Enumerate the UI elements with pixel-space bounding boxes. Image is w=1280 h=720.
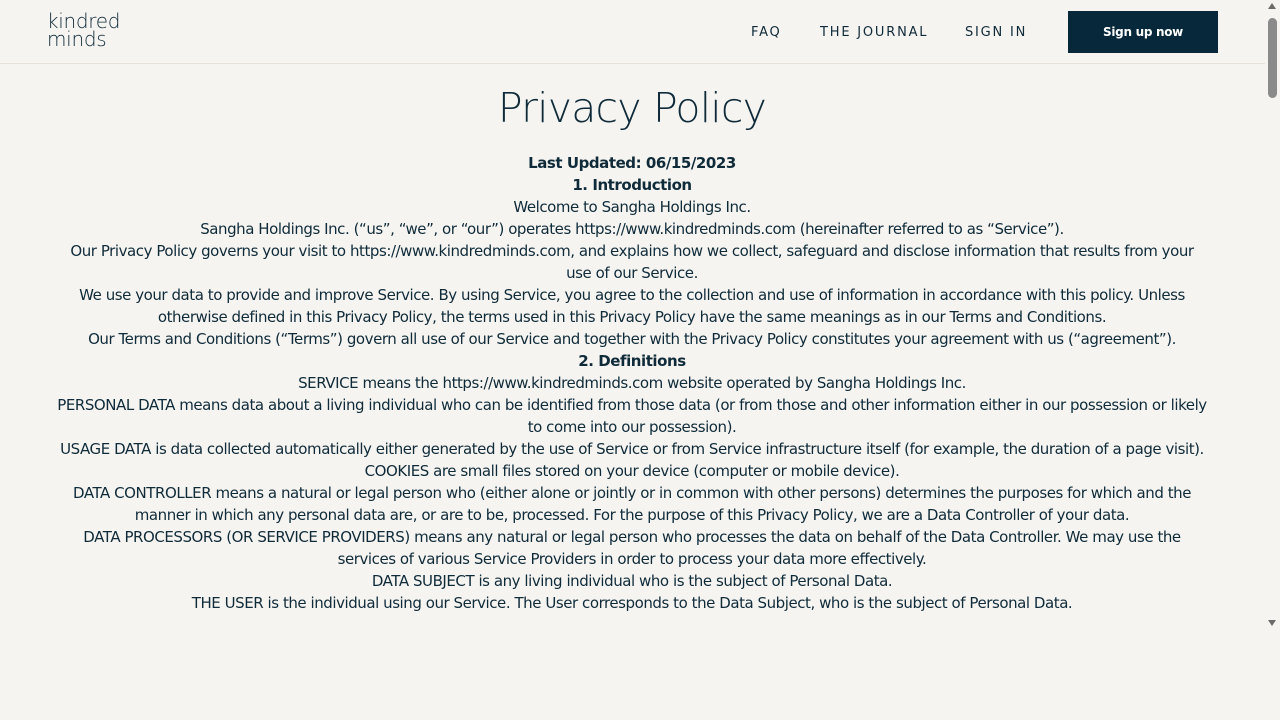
policy-paragraph: DATA PROCESSORS (OR SERVICE PROVIDERS) means any natural or legal person who processes the data on behalf of the Data Controller. We may use the services of various Service Providers in order to process your data more effectively. xyxy=(83,528,1181,568)
policy-content xyxy=(56,80,1208,614)
policy-body xyxy=(56,152,1208,614)
policy-paragraph: SERVICE means the https://www.kindredminds.com website operated by Sangha Holdings Inc. xyxy=(298,374,966,392)
scrollbar-thumb[interactable] xyxy=(1268,18,1277,98)
nav-faq-link[interactable]: FAQ xyxy=(751,25,782,40)
policy-paragraph: THE USER is the individual using our Service. The User corresponds to the Data Subject, who is the subject of Personal Data. xyxy=(191,594,1073,612)
vertical-scrollbar[interactable] xyxy=(1265,0,1280,633)
policy-heading: 1. Introduction xyxy=(572,176,692,194)
policy-paragraph: Our Terms and Conditions (“Terms”) govern all use of our Service and together with the Privacy Policy constitutes your agreement with us (“agreement”). xyxy=(88,330,1176,348)
policy-paragraph: PERSONAL DATA means data about a living individual who can be identified from those data (or from those and other information either in our possession or likely to come into our possession). xyxy=(57,396,1207,436)
logo-line-1: kindred xyxy=(47,9,121,33)
policy-heading: 2. Definitions xyxy=(578,352,686,370)
policy-paragraph: Sangha Holdings Inc. (“us”, “we”, or “our”) operates https://www.kindredminds.com (hereinafter referred to as “Service”). xyxy=(200,220,1064,238)
logo-line-2: minds xyxy=(47,27,107,51)
policy-paragraph: USAGE DATA is data collected automatically either generated by the use of Service or from Service infrastructure itself (for example, the duration of a page visit). xyxy=(60,440,1204,458)
policy-paragraph: Welcome to Sangha Holdings Inc. xyxy=(513,198,751,216)
logo[interactable] xyxy=(47,9,137,51)
scroll-up-arrow-icon[interactable] xyxy=(1268,3,1276,9)
policy-paragraph: DATA CONTROLLER means a natural or legal person who (either alone or jointly or in common with other persons) determines the purposes for which and the manner in which any personal data are, or are to be, processed. For the purpose of this Privacy Policy, we are a Data Controller of your data. xyxy=(73,484,1191,524)
policy-heading: Last Updated: 06/15/2023 xyxy=(528,154,736,172)
policy-paragraph: Our Privacy Policy governs your visit to https://www.kindredminds.com, and explains how we collect, safeguard and disclose information that results from your use of our Service. xyxy=(70,242,1194,282)
site-header xyxy=(0,0,1265,64)
scroll-down-arrow-icon[interactable] xyxy=(1268,620,1276,626)
sign-up-button[interactable]: Sign up now xyxy=(1068,11,1218,53)
nav-signin-link[interactable]: SIGN IN xyxy=(965,25,1028,40)
page-title: Privacy Policy xyxy=(497,84,767,132)
policy-paragraph: We use your data to provide and improve Service. By using Service, you agree to the collection and use of information in accordance with this policy. Unless otherwise defined in this Privacy Policy, the terms used in this Privacy Policy have the same meanings as in our Terms and Conditions. xyxy=(79,286,1185,326)
policy-paragraph: DATA SUBJECT is any living individual who is the subject of Personal Data. xyxy=(371,572,893,590)
policy-paragraph: COOKIES are small files stored on your device (computer or mobile device). xyxy=(364,462,900,480)
nav-journal-link[interactable]: THE JOURNAL xyxy=(820,25,929,40)
